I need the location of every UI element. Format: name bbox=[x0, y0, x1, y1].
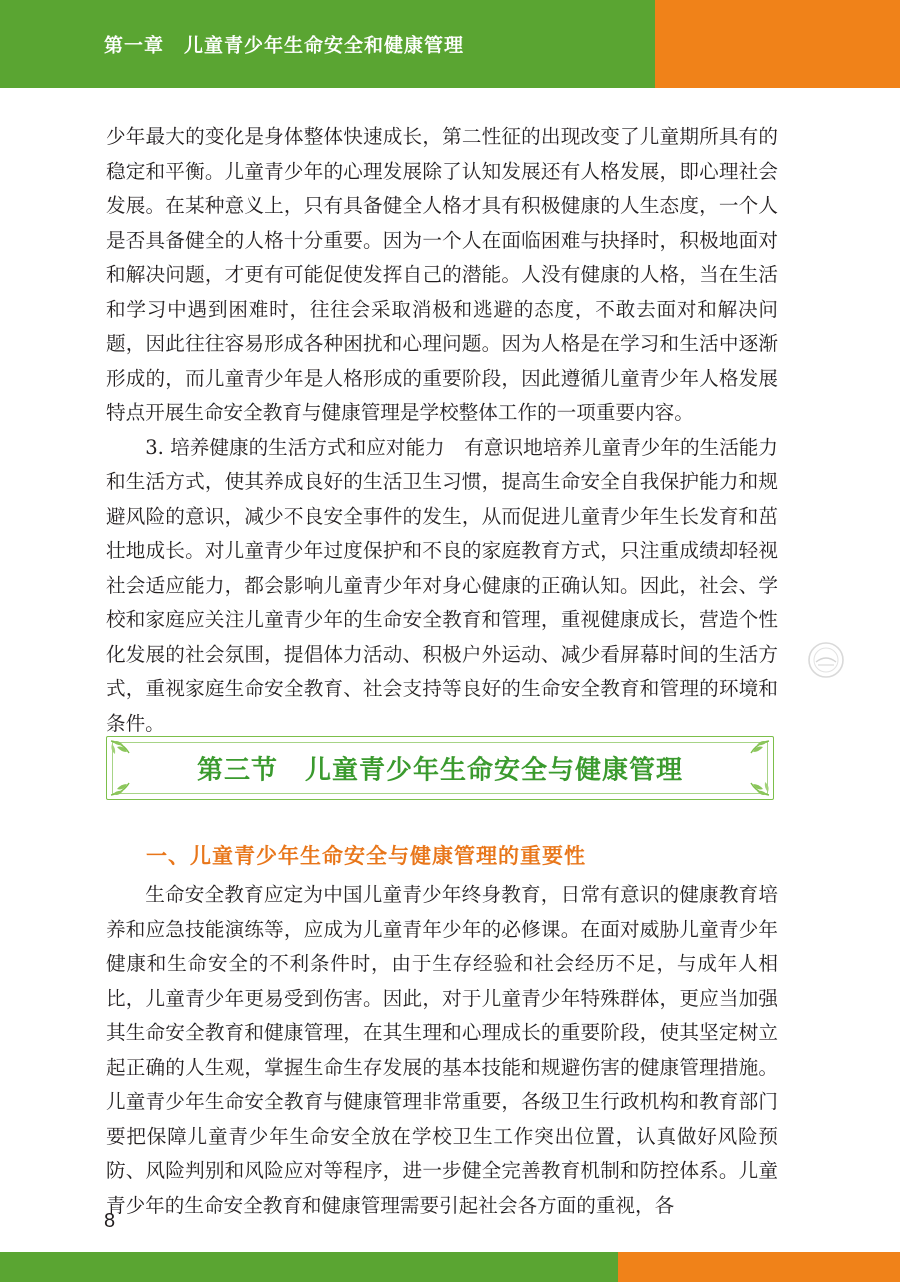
subsection-heading: 一、儿童青少年生命安全与健康管理的重要性 bbox=[146, 844, 586, 868]
chapter-header bbox=[0, 0, 900, 88]
body-paragraph-2: 3. 培养健康的生活方式和应对能力 有意识地培养儿童青少年的生活能力和生活方式，使其养成良好的生活卫生习惯，提高生命安全自我保护能力和规避风险的意识，减少不良安全事件的发生，从而促进儿童青少年生长发育和茁壮地成长。对儿童青少年过度保护和不良的家庭教育方式，只注重成绩却轻视社会适应能力，都会影响儿童青少年对身心健康的正确认知。因此，社会、学校和家庭应关注儿童青少年的生命安全教育和管理，重视健康成长，营造个性化发展的社会氛围，提倡体力活动、积极户外运动、减少看屏幕时间的生活方式，重视家庭生命安全教育、社会支持等良好的生命安全教育和管理的环境和条件。 bbox=[106, 435, 778, 735]
chapter-title: 第一章 儿童青少年生命安全和健康管理 bbox=[104, 34, 465, 57]
subsection-body bbox=[106, 878, 778, 1223]
footer-green-bar bbox=[0, 1252, 618, 1282]
section-title-box bbox=[106, 736, 774, 800]
body-text bbox=[106, 120, 778, 741]
publisher-seal-icon bbox=[806, 640, 846, 680]
page-number: 8 bbox=[104, 1210, 116, 1232]
footer-orange-bar bbox=[618, 1252, 900, 1282]
subsection-paragraph: 生命安全教育应定为中国儿童青少年终身教育，日常有意识的健康教育培养和应急技能演练等，应成为儿童青年少年的必修课。在面对威胁儿童青少年健康和生命安全的不利条件时，由于生存经验和社会经历不足，与成年人相比，儿童青少年更易受到伤害。因此，对于儿童青少年特殊群体，更应当加强其生命安全教育和健康管理，在其生理和心理成长的重要阶段，使其坚定树立起正确的人生观，掌握生命生存发展的基本技能和规避伤害的健康管理措施。儿童青少年生命安全教育与健康管理非常重要，各级卫生行政机构和教育部门要把保障儿童青少年生命安全放在学校卫生工作突出位置，认真做好风险预防、风险判别和风险应对等程序，进一步健全完善教育机制和防控体系。儿童青少年的生命安全教育和健康管理需要引起社会各方面的重视，各 bbox=[106, 883, 778, 1217]
body-paragraph-1: 少年最大的变化是身体整体快速成长，第二性征的出现改变了儿童期所具有的稳定和平衡。儿童青少年的心理发展除了认知发展还有人格发展，即心理社会发展。在某种意义上，只有具备健全人格才具有积极健康的人生态度，一个人是否具备健全的人格十分重要。因为一个人在面临困难与抉择时，积极地面对和解决问题，才更有可能促使发挥自己的潜能。人没有健康的人格，当在生活和学习中遇到困难时，往往会采取消极和逃避的态度，不敢去面对和解决问题，因此往往容易形成各种困扰和心理问题。因为人格是在学习和生活中逐渐形成的，而儿童青少年是人格形成的重要阶段，因此遵循儿童青少年人格发展特点开展生命安全教育与健康管理是学校整体工作的一项重要内容。 bbox=[106, 125, 778, 424]
header-orange-block bbox=[655, 0, 900, 88]
section-title: 第三节 儿童青少年生命安全与健康管理 bbox=[196, 755, 683, 786]
